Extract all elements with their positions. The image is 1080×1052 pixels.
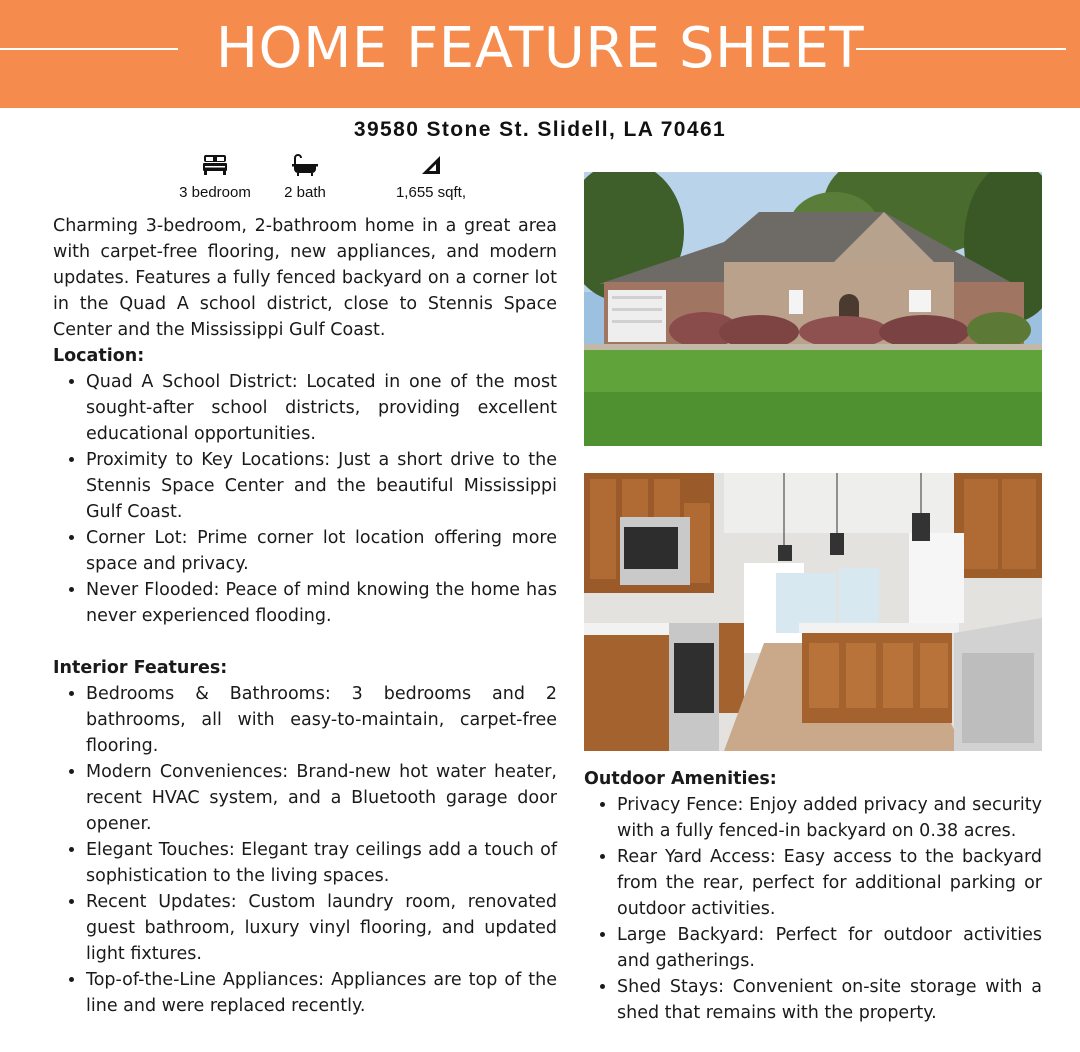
list-item: • Quad A School District: Located in one of the most sought-after school districts, providing excellent educational opportunities. <box>86 369 557 447</box>
list-item: • Never Flooded: Peace of mind knowing the home has never experienced flooding. <box>86 577 557 629</box>
property-description: Charming 3-bedroom, 2-bathroom home in a great area with carpet-free flooring, new appliances, and modern updates. Features a fully fenced backyard on a corner lot in the Quad A school district, close to Stennis Space Center and the Mississippi Gulf Coast. <box>53 216 557 340</box>
outdoor-list <box>584 792 1042 1026</box>
list-item: • Modern Conveniences: Brand-new hot water heater, recent HVAC system, and a Bluetooth garage door opener. <box>86 759 557 837</box>
bed-icon <box>202 154 228 176</box>
interior-list <box>53 681 557 1019</box>
set-square-icon <box>420 154 442 176</box>
list-item: • Shed Stays: Convenient on-site storage with a shed that remains with the property. <box>617 974 1042 1026</box>
list-item: • Large Backyard: Perfect for outdoor activities and gatherings. <box>617 922 1042 974</box>
location-heading: Location: <box>53 346 145 366</box>
outdoor-heading: Outdoor Amenities: <box>584 769 777 789</box>
location-list <box>53 369 557 629</box>
kitchen-photo <box>584 473 1042 751</box>
section-spacer <box>53 629 557 655</box>
list-item: • Corner Lot: Prime corner lot location offering more space and privacy. <box>86 525 557 577</box>
right-column <box>584 766 1042 1026</box>
left-column <box>53 213 557 1019</box>
stat-baths-label: 2 bath <box>284 184 326 201</box>
exterior-photo <box>584 172 1042 446</box>
interior-heading: Interior Features: <box>53 658 228 678</box>
list-item: • Proximity to Key Locations: Just a short drive to the Stennis Space Center and the beautiful Mississippi Gulf Coast. <box>86 447 557 525</box>
stat-area-label: 1,655 sqft, <box>395 184 467 201</box>
stat-baths <box>240 154 370 201</box>
property-address: 39580 Stone St. Slidell, LA 70461 <box>353 118 727 141</box>
list-item: • Recent Updates: Custom laundry room, renovated guest bathroom, luxury vinyl flooring, and updated light fixtures. <box>86 889 557 967</box>
list-item: • Rear Yard Access: Easy access to the backyard from the rear, perfect for additional parking or outdoor activities. <box>617 844 1042 922</box>
list-item: • Privacy Fence: Enjoy added privacy and security with a fully fenced-in backyard on 0.38 acres. <box>617 792 1042 844</box>
bathtub-icon <box>291 154 319 176</box>
page-title: HOME FEATURE SHEET <box>215 16 865 81</box>
list-item: • Elegant Touches: Elegant tray ceilings add a touch of sophistication to the living spaces. <box>86 837 557 889</box>
header-banner <box>0 0 1080 108</box>
list-item: • Bedrooms & Bathrooms: 3 bedrooms and 2 bathrooms, all with easy-to-maintain, carpet-free flooring. <box>86 681 557 759</box>
stat-area <box>366 154 496 201</box>
list-item: • Top-of-the-Line Appliances: Appliances are top of the line and were replaced recently. <box>86 967 557 1019</box>
stat-bedrooms-label: 3 bedroom <box>179 184 251 201</box>
